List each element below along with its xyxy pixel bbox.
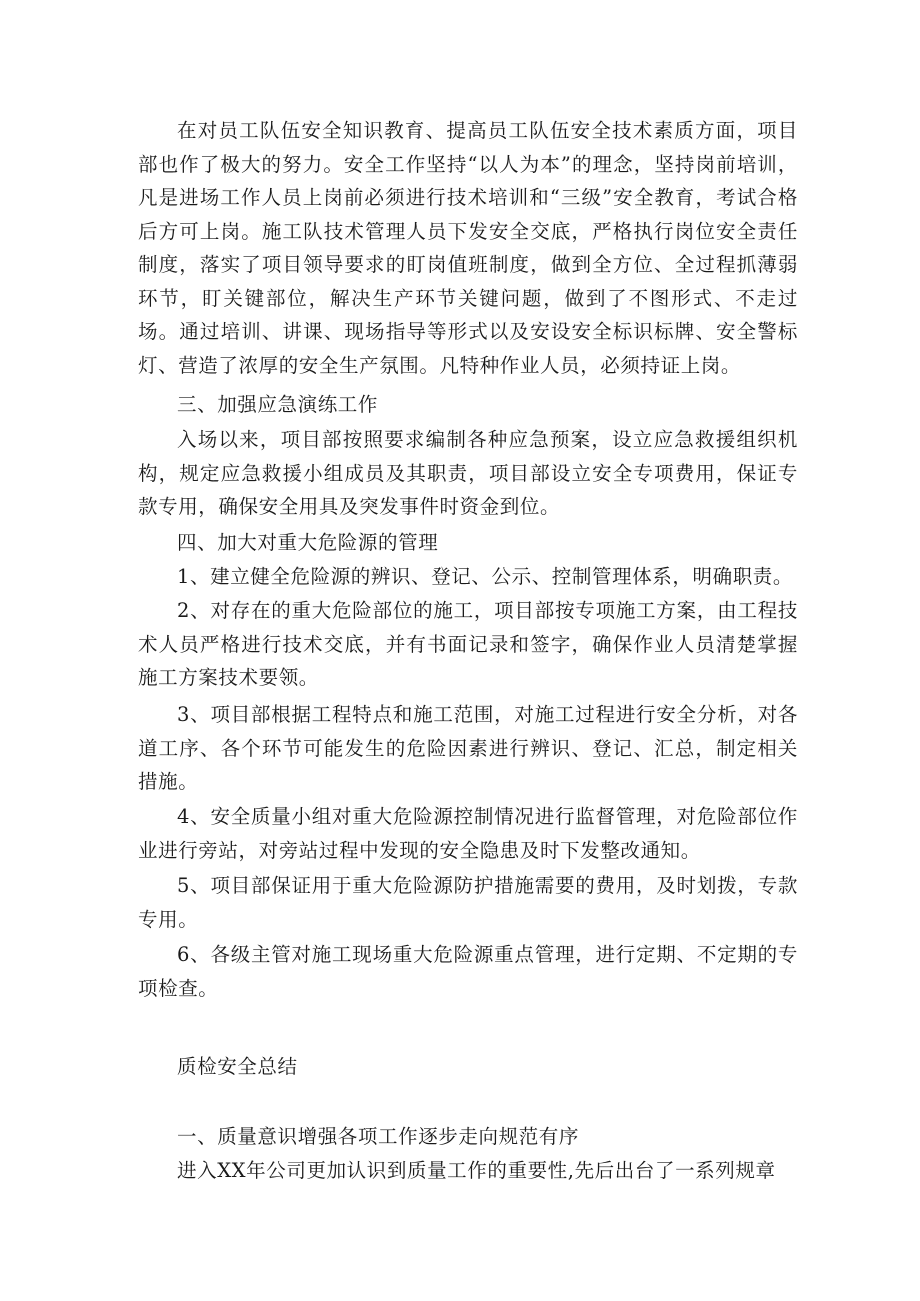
list-item-1: 1、建立健全危险源的辨识、登记、公示、控制管理体系，明确职责。: [177, 565, 794, 588]
section-title: 质检安全总结: [177, 1055, 298, 1078]
list-item-4: 4、安全质量小组对重大危险源控制情况进行监督管理，对危险部位作业进行旁站，对旁站过程中发现的安全隐患及时下发整改通知。: [138, 805, 798, 862]
paragraph-emergency-plans: 入场以来，项目部按照要求编制各种应急预案，设立应急救援组织机构，规定应急救援小组成员及其职责，项目部设立安全专项费用，保证专款专用，确保安全用具及突发事件时资金到位。: [138, 428, 798, 518]
list-item-5: 5、项目部保证用于重大危险源防护措施需要的费用，及时划拨，专款专用。: [138, 874, 798, 931]
list-item-6: 6、各级主管对施工现场重大危险源重点管理，进行定期、不定期的专项检查。: [138, 943, 798, 1000]
paragraph-staff-training: 在对员工队伍安全知识教育、提高员工队伍安全技术素质方面，项目部也作了极大的努力。安全工作坚持“以人为本”的理念，坚持岗前培训，凡是进场工作人员上岗前必须进行技术培训和“三级”安全教育，考试合格后方可上岗。施工队技术管理人员下发安全交底，严格执行岗位安全责任制度，落实了项目领导要求的盯岗值班制度，做到全方位、全过程抓薄弱环节，盯关键部位，解决生产环节关键问题，做到了不图形式、不走过场。通过培训、讲课、现场指导等形式以及安设安全标识标牌、安全警标灯、营造了浓厚的安全生产氛围。凡特种作业人员，必须持证上岗。: [138, 119, 798, 377]
heading-major-hazards: 四、加大对重大危险源的管理: [177, 531, 439, 554]
subheading-quality-awareness: 一、质量意识增强各项工作逐步走向规范有序: [177, 1125, 580, 1148]
paragraph-quality-work: 进入XX年公司更加认识到质量工作的重要性,先后出台了一系列规章: [177, 1159, 776, 1182]
list-item-2: 2、对存在的重大危险部位的施工，项目部按专项施工方案，由工程技术人员严格进行技术交底，并有书面记录和签字，确保作业人员清楚掌握施工方案技术要领。: [138, 599, 798, 689]
list-item-3: 3、项目部根据工程特点和施工范围，对施工过程进行安全分析，对各道工序、各个环节可能发生的危险因素进行辨识、登记、汇总，制定相关措施。: [138, 703, 798, 793]
heading-emergency-drills: 三、加强应急演练工作: [177, 393, 379, 416]
